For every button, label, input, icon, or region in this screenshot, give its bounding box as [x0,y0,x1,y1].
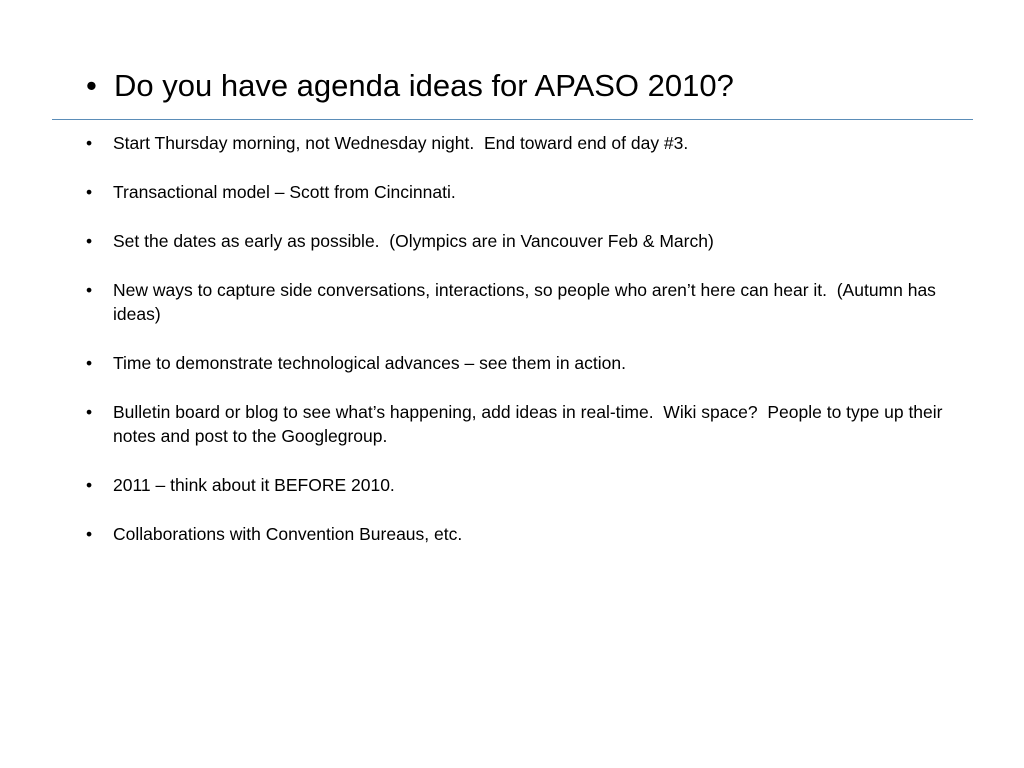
list-item [86,400,946,448]
list-item-text: Transactional model – Scott from Cincinnati. [113,182,456,202]
list-item [86,351,946,375]
list-item-text: Set the dates as early as possible. (Olympics are in Vancouver Feb & March) [113,231,714,251]
title-divider [52,119,973,120]
list-item-text: Collaborations with Convention Bureaus, etc. [113,524,463,544]
bullet-icon: • [86,402,93,422]
slide-title: Do you have agenda ideas for APASO 2010? [114,68,734,103]
bullet-icon: • [86,68,97,103]
list-item-text: 2011 – think about it BEFORE 2010. [113,475,395,495]
bullet-icon: • [86,231,93,251]
list-item-text: Start Thursday morning, not Wednesday night. End toward end of day #3. [113,133,689,153]
list-item [86,229,946,253]
bullet-list [86,131,946,571]
slide-title-row [86,66,966,106]
bullet-icon: • [86,280,93,300]
bullet-icon: • [86,475,93,495]
bullet-icon: • [86,353,93,373]
bullet-icon: • [86,524,93,544]
list-item [86,180,946,204]
list-item [86,522,946,546]
list-item-text: Time to demonstrate technological advances – see them in action. [113,353,626,373]
list-item [86,131,946,155]
list-item [86,278,946,326]
list-item [86,473,946,497]
bullet-icon: • [86,133,93,153]
list-item-text: New ways to capture side conversations, interactions, so people who aren’t here can hear it. (Autumn has ideas) [113,280,941,324]
list-item-text: Bulletin board or blog to see what’s happening, add ideas in real-time. Wiki space? People to type up their notes and post to the Googlegroup. [113,402,948,446]
bullet-icon: • [86,182,93,202]
